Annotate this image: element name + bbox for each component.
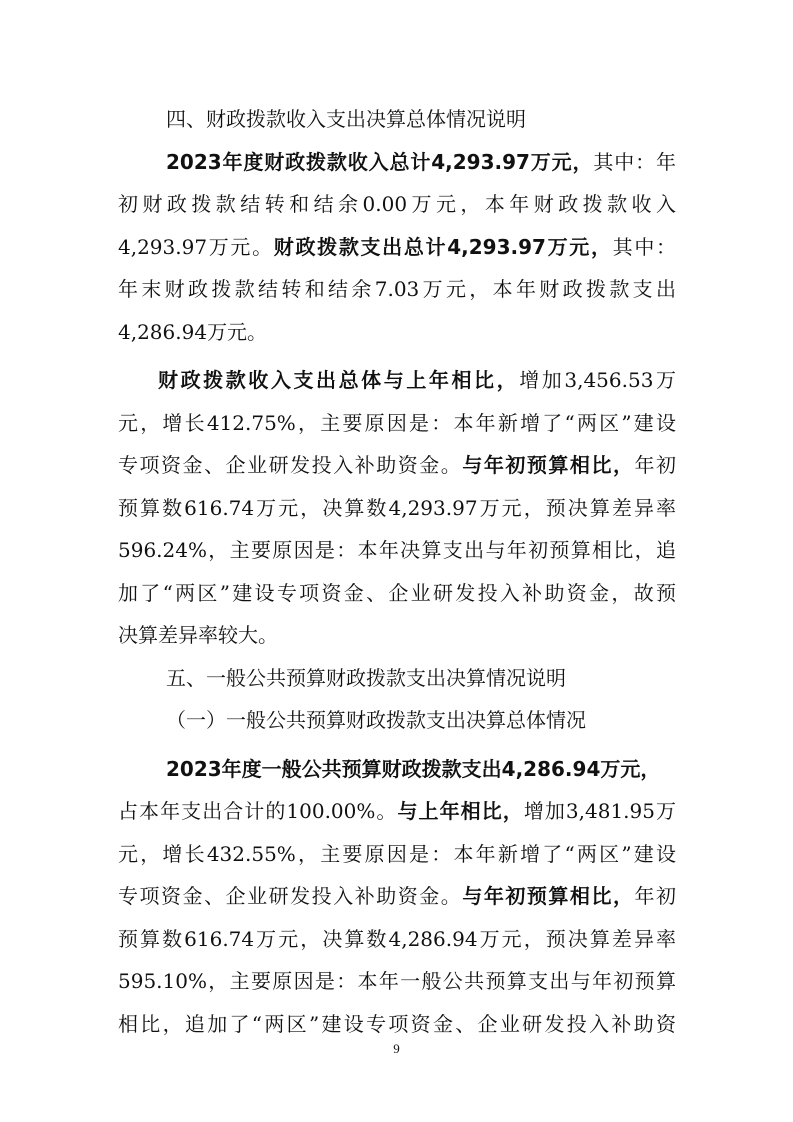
section-5-p1-line-6: 595.10%，主要原因是：本年一般公共预算支出与年初预算 — [118, 969, 676, 993]
section-4-p1-line-2: 初财政拨款结转和结余0.00万元，本年财政拨款收入 — [118, 192, 676, 216]
section-4-p2-line-2: 元，增长412.75%，主要原因是：本年新增了“两区”建设 — [118, 410, 676, 435]
section-4-p2-line-4: 预算数616.74万元，决算数4,293.97万元，预决算差异率 — [118, 495, 676, 520]
section-5-p1-line-1 — [118, 748, 676, 791]
bold-text: 与年初预算相比， — [462, 453, 635, 477]
text: 其中：年 — [593, 149, 676, 174]
bold-text: 2023年度财政拨款收入总计4,293.97万元， — [166, 149, 594, 174]
section-5-p1-line-4 — [118, 875, 676, 918]
text: 增加3,481.95万 — [523, 799, 676, 823]
page-content — [118, 98, 676, 1045]
section-4-p2-line-7: 决算差异率较大。 — [118, 623, 278, 647]
section-5-heading: 五、一般公共预算财政拨款支出决算情况说明 — [166, 665, 566, 690]
section-4-p2-line-6: 加了“两区”建设专项资金、企业研发投入补助资金，故预 — [118, 580, 676, 605]
section-4-p1-line-3 — [118, 226, 676, 269]
text: 年初 — [634, 884, 676, 908]
text: 占本年支出合计的100.00%。 — [118, 799, 398, 823]
bold-text: 与上年相比， — [397, 799, 524, 823]
page-number: 9 — [393, 1041, 400, 1056]
section-4-p1-line-4: 年末财政拨款结转和结余7.03万元，本年财政拨款支出 — [118, 277, 676, 301]
text: 其中： — [612, 234, 676, 259]
text: 4,293.97万元。 — [118, 234, 274, 259]
section-4-p2-line-1 — [118, 359, 676, 402]
text: 增加3,456.53万 — [519, 368, 676, 392]
text: 专项资金、企业研发投入补助资金。 — [118, 884, 463, 908]
text: 年初 — [634, 453, 676, 477]
section-4-p1-line-1 — [118, 141, 676, 184]
section-5-p1-line-3: 元，增长432.55%，主要原因是：本年新增了“两区”建设 — [118, 841, 676, 866]
section-4-p2-line-5: 596.24%，主要原因是：本年决算支出与年初预算相比，追 — [118, 538, 676, 562]
section-4-heading: 四、财政拨款收入支出决算总体情况说明 — [166, 107, 526, 131]
section-4-p1-line-5: 4,286.94万元。 — [118, 319, 268, 344]
bold-text: 与年初预算相比， — [462, 884, 635, 908]
bold-text: 财政拨款支出总计4,293.97万元， — [273, 234, 613, 259]
text: 专项资金、企业研发投入补助资金。 — [118, 453, 463, 477]
section-5-p1-line-7: 相比，追加了“两区”建设专项资金、企业研发投入补助资 — [118, 1011, 676, 1036]
section-4-p2-line-3 — [118, 444, 676, 487]
bold-text: 2023年度一般公共预算财政拨款支出4,286.94万元， — [166, 756, 661, 781]
section-5-subheading: （一）一般公共预算财政拨款支出决算总体情况 — [166, 708, 586, 732]
bold-text: 财政拨款收入支出总体与上年相比， — [158, 368, 520, 392]
section-5-p1-line-5: 预算数616.74万元，决算数4,286.94万元，预决算差异率 — [118, 926, 676, 951]
section-5-p1-line-2 — [118, 790, 676, 833]
